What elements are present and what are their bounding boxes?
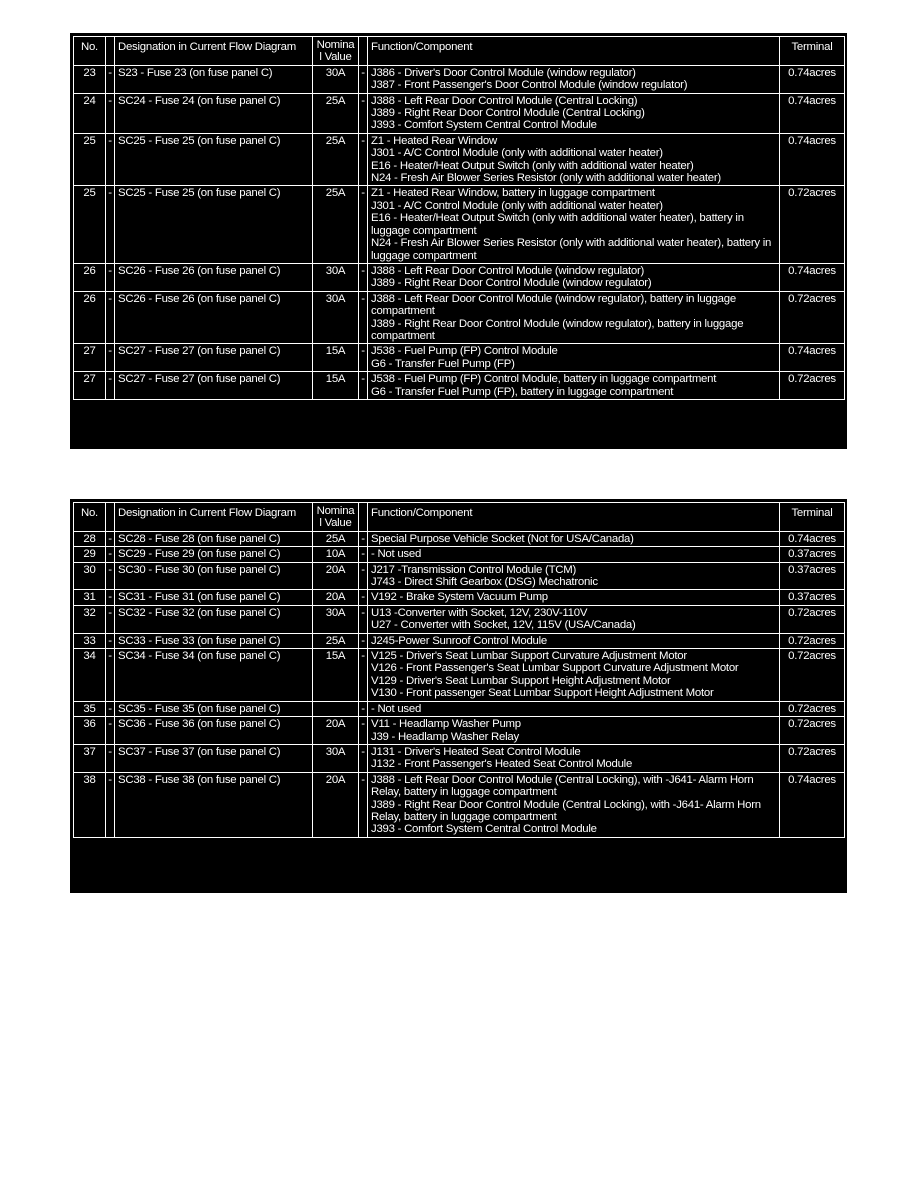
function-line: G6 - Transfer Fuel Pump (FP), battery in luggage compartment <box>371 385 674 398</box>
table-row <box>74 547 845 562</box>
header-spacer <box>106 37 115 66</box>
cell-terminal: 0.74acres <box>780 263 845 291</box>
function-line: J393 - Comfort System Central Control Module <box>371 823 597 836</box>
cell-dash: - <box>106 186 115 263</box>
fuse-table-2 <box>70 499 847 893</box>
cell-terminal: 0.72acres <box>780 605 845 633</box>
cell-no: 34 <box>74 649 106 702</box>
function-line: U27 - Converter with Socket, 12V, 115V (USA/Canada) <box>371 619 636 632</box>
cell-dash: - <box>359 291 368 344</box>
cell-dash: - <box>106 263 115 291</box>
table-row <box>74 649 845 702</box>
cell-terminal: 0.74acres <box>780 65 845 93</box>
cell-dash: - <box>359 649 368 702</box>
table-row <box>74 633 845 648</box>
table-body <box>74 65 845 399</box>
table-row <box>74 65 845 93</box>
table-body <box>74 531 845 837</box>
cell-no: 26 <box>74 263 106 291</box>
function-line: V11 - Headlamp Washer Pump <box>371 718 521 731</box>
cell-dash: - <box>359 772 368 837</box>
cell-designation: SC25 - Fuse 25 (on fuse panel C) <box>115 133 313 186</box>
cell-designation: SC28 - Fuse 28 (on fuse panel C) <box>115 531 313 546</box>
cell-dash: - <box>106 605 115 633</box>
cell-nominal-value: 30A <box>313 744 359 772</box>
table-row <box>74 744 845 772</box>
function-line: - Not used <box>371 702 422 715</box>
cell-dash: - <box>359 605 368 633</box>
cell-designation: SC37 - Fuse 37 (on fuse panel C) <box>115 744 313 772</box>
cell-no: 35 <box>74 701 106 716</box>
cell-designation: SC25 - Fuse 25 (on fuse panel C) <box>115 186 313 263</box>
cell-function <box>368 93 780 133</box>
cell-terminal: 0.37acres <box>780 547 845 562</box>
cell-no: 37 <box>74 744 106 772</box>
cell-nominal-value: 25A <box>313 531 359 546</box>
table-row <box>74 344 845 372</box>
table-row <box>74 717 845 745</box>
cell-function <box>368 531 780 546</box>
cell-no: 28 <box>74 531 106 546</box>
cell-dash: - <box>106 701 115 716</box>
function-line: Z1 - Heated Rear Window, battery in luggage compartment <box>371 187 655 200</box>
cell-dash: - <box>359 701 368 716</box>
cell-dash: - <box>359 372 368 400</box>
cell-dash: - <box>359 65 368 93</box>
cell-dash: - <box>106 717 115 745</box>
cell-function <box>368 649 780 702</box>
table-row <box>74 133 845 186</box>
function-line: J538 - Fuel Pump (FP) Control Module, battery in luggage compartment <box>371 373 717 386</box>
cell-nominal-value: 20A <box>313 717 359 745</box>
cell-nominal-value: 30A <box>313 291 359 344</box>
table-row <box>74 562 845 590</box>
cell-nominal-value: 20A <box>313 590 359 605</box>
header-row <box>74 503 845 532</box>
cell-designation: SC36 - Fuse 36 (on fuse panel C) <box>115 717 313 745</box>
cell-no: 29 <box>74 547 106 562</box>
cell-designation: SC30 - Fuse 30 (on fuse panel C) <box>115 562 313 590</box>
function-line: V126 - Front Passenger's Seat Lumbar Support Curvature Adjustment Motor <box>371 662 739 675</box>
fuse-table <box>73 36 845 400</box>
cell-no: 24 <box>74 93 106 133</box>
function-line: Z1 - Heated Rear Window <box>371 134 497 147</box>
cell-nominal-value: 15A <box>313 344 359 372</box>
cell-no: 30 <box>74 562 106 590</box>
function-line: J217 -Transmission Control Module (TCM) <box>371 563 577 576</box>
cell-terminal: 0.74acres <box>780 133 845 186</box>
cell-no: 32 <box>74 605 106 633</box>
fuse-table-1 <box>70 33 847 449</box>
cell-function <box>368 633 780 648</box>
function-line: J743 - Direct Shift Gearbox (DSG) Mechatronic <box>371 576 598 589</box>
cell-function <box>368 701 780 716</box>
cell-dash: - <box>359 93 368 133</box>
cell-designation: SC27 - Fuse 27 (on fuse panel C) <box>115 372 313 400</box>
cell-dash: - <box>359 531 368 546</box>
function-line: J388 - Left Rear Door Control Module (Central Locking) <box>371 94 638 107</box>
cell-no: 25 <box>74 133 106 186</box>
cell-dash: - <box>359 562 368 590</box>
cell-dash: - <box>106 547 115 562</box>
header-spacer <box>106 503 115 532</box>
header-no: No. <box>74 37 106 66</box>
table-row <box>74 186 845 263</box>
cell-dash: - <box>359 590 368 605</box>
function-line: V192 - Brake System Vacuum Pump <box>371 591 548 604</box>
cell-nominal-value: 30A <box>313 65 359 93</box>
function-line: J386 - Driver's Door Control Module (window regulator) <box>371 66 636 79</box>
table-row <box>74 263 845 291</box>
function-line: J388 - Left Rear Door Control Module (window regulator), battery in luggage compartment <box>371 292 736 318</box>
cell-nominal-value: 25A <box>313 633 359 648</box>
cell-designation: SC32 - Fuse 32 (on fuse panel C) <box>115 605 313 633</box>
header-function: Function/Component <box>368 37 780 66</box>
cell-terminal: 0.72acres <box>780 744 845 772</box>
cell-dash: - <box>359 263 368 291</box>
function-line: J39 - Headlamp Washer Relay <box>371 730 519 743</box>
cell-terminal: 0.74acres <box>780 344 845 372</box>
function-line: E16 - Heater/Heat Output Switch (only with additional water heater) <box>371 159 694 172</box>
cell-function <box>368 717 780 745</box>
cell-dash: - <box>359 547 368 562</box>
cell-function <box>368 344 780 372</box>
cell-function <box>368 590 780 605</box>
function-line: J389 - Right Rear Door Control Module (window regulator) <box>371 277 652 290</box>
header-function: Function/Component <box>368 503 780 532</box>
cell-dash: - <box>106 744 115 772</box>
cell-dash: - <box>106 291 115 344</box>
cell-nominal-value: 20A <box>313 772 359 837</box>
cell-no: 36 <box>74 717 106 745</box>
cell-designation: SC24 - Fuse 24 (on fuse panel C) <box>115 93 313 133</box>
function-line: J538 - Fuel Pump (FP) Control Module <box>371 345 558 358</box>
function-line: V125 - Driver's Seat Lumbar Support Curvature Adjustment Motor <box>371 650 687 663</box>
function-line: U13 -Converter with Socket, 12V, 230V-110V <box>371 606 588 619</box>
function-line: J389 - Right Rear Door Control Module (window regulator), battery in luggage compartment <box>371 317 744 342</box>
cell-nominal-value <box>313 701 359 716</box>
cell-terminal: 0.72acres <box>780 701 845 716</box>
function-line: J388 - Left Rear Door Control Module (window regulator) <box>371 264 645 277</box>
cell-function <box>368 133 780 186</box>
function-line: J131 - Driver's Heated Seat Control Module <box>371 745 581 758</box>
cell-function <box>368 744 780 772</box>
header-spacer <box>359 503 368 532</box>
cell-no: 26 <box>74 291 106 344</box>
table-row <box>74 531 845 546</box>
cell-function <box>368 263 780 291</box>
header-terminal: Terminal <box>780 37 845 66</box>
function-line: E16 - Heater/Heat Output Switch (only with additional water heater), battery in luggage compartment <box>371 212 744 237</box>
function-line: J387 - Front Passenger's Door Control Module (window regulator) <box>371 79 688 92</box>
cell-dash: - <box>106 562 115 590</box>
cell-terminal: 0.72acres <box>780 649 845 702</box>
cell-terminal: 0.72acres <box>780 186 845 263</box>
table-row <box>74 590 845 605</box>
table-row <box>74 605 845 633</box>
cell-no: 31 <box>74 590 106 605</box>
table-row <box>74 772 845 837</box>
function-line: V129 - Driver's Seat Lumbar Support Height Adjustment Motor <box>371 674 671 687</box>
cell-no: 27 <box>74 372 106 400</box>
function-line: J388 - Left Rear Door Control Module (Central Locking), with -J641- Alarm Horn Relay, battery in luggage compartment <box>371 773 754 799</box>
cell-no: 38 <box>74 772 106 837</box>
function-line: J301 - A/C Control Module (only with additional water heater) <box>371 199 663 212</box>
cell-designation: SC27 - Fuse 27 (on fuse panel C) <box>115 344 313 372</box>
cell-dash: - <box>106 133 115 186</box>
function-line: J389 - Right Rear Door Control Module (Central Locking) <box>371 107 645 120</box>
cell-dash: - <box>359 133 368 186</box>
cell-nominal-value: 10A <box>313 547 359 562</box>
cell-nominal-value: 25A <box>313 186 359 263</box>
header-terminal: Terminal <box>780 503 845 532</box>
cell-terminal: 0.72acres <box>780 372 845 400</box>
cell-terminal: 0.74acres <box>780 531 845 546</box>
cell-designation: S23 - Fuse 23 (on fuse panel C) <box>115 65 313 93</box>
cell-designation: SC26 - Fuse 26 (on fuse panel C) <box>115 291 313 344</box>
table-row <box>74 291 845 344</box>
function-line: N24 - Fresh Air Blower Series Resistor (only with additional water heater) <box>371 172 721 185</box>
cell-dash: - <box>106 772 115 837</box>
header-nominal-value: Nomina l Value <box>313 503 359 532</box>
function-line: G6 - Transfer Fuel Pump (FP) <box>371 357 515 370</box>
header-spacer <box>359 37 368 66</box>
function-line: J389 - Right Rear Door Control Module (Central Locking), with -J641- Alarm Horn Relay, battery in luggage compartment <box>371 798 761 823</box>
cell-function <box>368 65 780 93</box>
function-line: Special Purpose Vehicle Socket (Not for USA/Canada) <box>371 532 634 545</box>
header-designation: Designation in Current Flow Diagram <box>115 37 313 66</box>
cell-dash: - <box>359 633 368 648</box>
cell-terminal: 0.37acres <box>780 590 845 605</box>
cell-dash: - <box>106 590 115 605</box>
table-row <box>74 93 845 133</box>
cell-nominal-value: 15A <box>313 649 359 702</box>
cell-dash: - <box>106 531 115 546</box>
cell-no: 33 <box>74 633 106 648</box>
cell-no: 25 <box>74 186 106 263</box>
header-nominal-value: Nomina l Value <box>313 37 359 66</box>
cell-nominal-value: 25A <box>313 133 359 186</box>
cell-no: 27 <box>74 344 106 372</box>
cell-dash: - <box>106 93 115 133</box>
function-line: J393 - Comfort System Central Control Module <box>371 119 597 132</box>
cell-function <box>368 605 780 633</box>
cell-designation: SC35 - Fuse 35 (on fuse panel C) <box>115 701 313 716</box>
cell-nominal-value: 15A <box>313 372 359 400</box>
cell-nominal-value: 25A <box>313 93 359 133</box>
cell-dash: - <box>106 649 115 702</box>
cell-designation: SC26 - Fuse 26 (on fuse panel C) <box>115 263 313 291</box>
table-row <box>74 372 845 400</box>
table-row <box>74 701 845 716</box>
cell-designation: SC33 - Fuse 33 (on fuse panel C) <box>115 633 313 648</box>
cell-function <box>368 562 780 590</box>
cell-dash: - <box>106 344 115 372</box>
cell-nominal-value: 30A <box>313 263 359 291</box>
function-line: J245-Power Sunroof Control Module <box>371 634 547 647</box>
cell-dash: - <box>359 186 368 263</box>
cell-terminal: 0.72acres <box>780 291 845 344</box>
header-no: No. <box>74 503 106 532</box>
cell-terminal: 0.72acres <box>780 717 845 745</box>
cell-dash: - <box>359 744 368 772</box>
cell-function <box>368 291 780 344</box>
cell-dash: - <box>359 344 368 372</box>
cell-designation: SC34 - Fuse 34 (on fuse panel C) <box>115 649 313 702</box>
function-line: - Not used <box>371 548 422 561</box>
fuse-table <box>73 502 845 838</box>
cell-designation: SC29 - Fuse 29 (on fuse panel C) <box>115 547 313 562</box>
cell-terminal: 0.72acres <box>780 633 845 648</box>
cell-no: 23 <box>74 65 106 93</box>
cell-dash: - <box>359 717 368 745</box>
cell-function <box>368 547 780 562</box>
cell-terminal: 0.37acres <box>780 562 845 590</box>
cell-function <box>368 772 780 837</box>
cell-terminal: 0.74acres <box>780 772 845 837</box>
header-designation: Designation in Current Flow Diagram <box>115 503 313 532</box>
function-line: V130 - Front passenger Seat Lumbar Support Height Adjustment Motor <box>371 687 714 700</box>
cell-dash: - <box>106 372 115 400</box>
function-line: N24 - Fresh Air Blower Series Resistor (only with additional water heater), battery in luggage compartment <box>371 237 772 262</box>
cell-nominal-value: 20A <box>313 562 359 590</box>
cell-nominal-value: 30A <box>313 605 359 633</box>
function-line: J301 - A/C Control Module (only with additional water heater) <box>371 147 663 160</box>
cell-designation: SC31 - Fuse 31 (on fuse panel C) <box>115 590 313 605</box>
cell-dash: - <box>106 633 115 648</box>
cell-function <box>368 372 780 400</box>
header-row <box>74 37 845 66</box>
function-line: J132 - Front Passenger's Heated Seat Control Module <box>371 758 633 771</box>
cell-function <box>368 186 780 263</box>
cell-designation: SC38 - Fuse 38 (on fuse panel C) <box>115 772 313 837</box>
cell-terminal: 0.74acres <box>780 93 845 133</box>
cell-dash: - <box>106 65 115 93</box>
